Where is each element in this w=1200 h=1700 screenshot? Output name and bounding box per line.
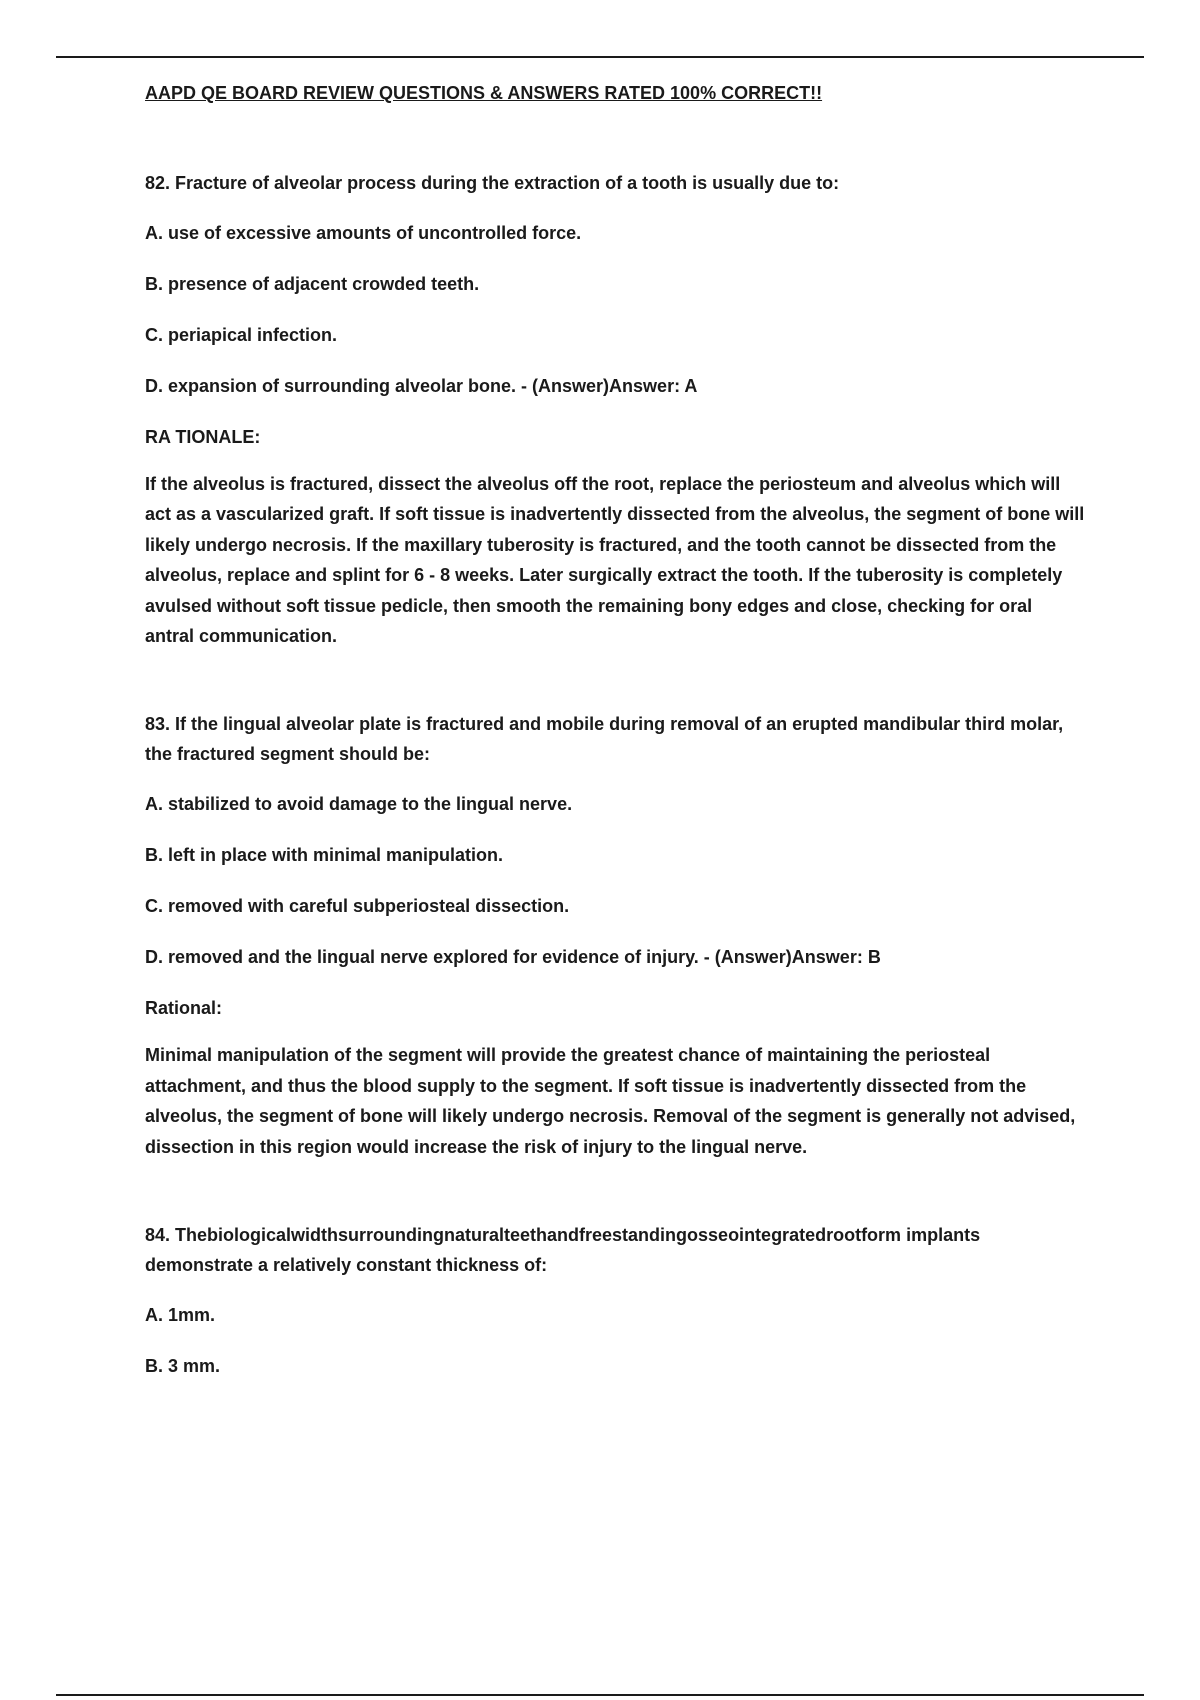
option-a: A. 1mm. — [145, 1305, 216, 1326]
option-d-with-answer: D. expansion of surrounding alveolar bone. - (Answer)Answer: A — [145, 376, 698, 396]
option-c: C. removed with careful subperiosteal dissection. — [145, 896, 570, 917]
question-stem: 83. If the lingual alveolar plate is fractured and mobile during removal of an erupted mandibular third molar, the fractured segment should be: — [145, 714, 1064, 765]
document-page — [145, 72, 1085, 1402]
question-stem: 84. Thebiologicalwidthsurroundingnaturalteethandfreestandingosseointegratedrootform implants demonstrate a relatively constant thickness of: — [145, 1225, 981, 1276]
question-84 — [145, 1220, 1085, 1381]
top-rule — [56, 56, 1144, 58]
option-b: B. left in place with minimal manipulation. — [145, 845, 504, 866]
option-b: B. presence of adjacent crowded teeth. — [145, 274, 480, 294]
option-c: C. periapical infection. — [145, 325, 338, 345]
rationale-label: RA TIONALE: — [145, 427, 261, 447]
rationale-text: If the alveolus is fractured, dissect the alveolus off the root, replace the periosteum and alveolus which will act as a vascularized graft. If soft tissue is inadvertently dissected from the alveolus, the segment of bone will likely undergo necrosis. If the maxillary tuberosity is fractured, and the tooth cannot be dissected from the alveolus, replace and splint for 6 - 8 weeks. Later surgically extract the tooth. If the tuberosity is completely avulsed without soft tissue pedicle, then smooth the remaining bony edges and close, checking for oral antral communication. — [145, 474, 1085, 647]
rationale-text: Minimal manipulation of the segment will provide the greatest chance of maintaining the periosteal attachment, and thus the blood supply to the segment. If soft tissue is inadvertently dissected from the alveolus, the segment of bone will likely undergo necrosis. Removal of the segment is generally not advised, dissection in this region would increase the risk of injury to the lingual nerve. — [145, 1045, 1076, 1157]
rationale-label: Rational: — [145, 998, 223, 1019]
option-d-with-answer: D. removed and the lingual nerve explored for evidence of injury. - (Answer)Answer: B — [145, 947, 881, 968]
option-b: B. 3 mm. — [145, 1356, 221, 1377]
option-a: A. use of excessive amounts of uncontrolled force. — [145, 223, 582, 243]
question-82 — [145, 168, 1085, 651]
document-header: AAPD QE BOARD REVIEW QUESTIONS & ANSWERS RATED 100% CORRECT!! — [145, 83, 823, 103]
bottom-rule — [56, 1694, 1144, 1696]
option-a: A. stabilized to avoid damage to the lingual nerve. — [145, 794, 573, 815]
question-83 — [145, 709, 1085, 1162]
question-stem: 82. Fracture of alveolar process during the extraction of a tooth is usually due to: — [145, 173, 840, 193]
